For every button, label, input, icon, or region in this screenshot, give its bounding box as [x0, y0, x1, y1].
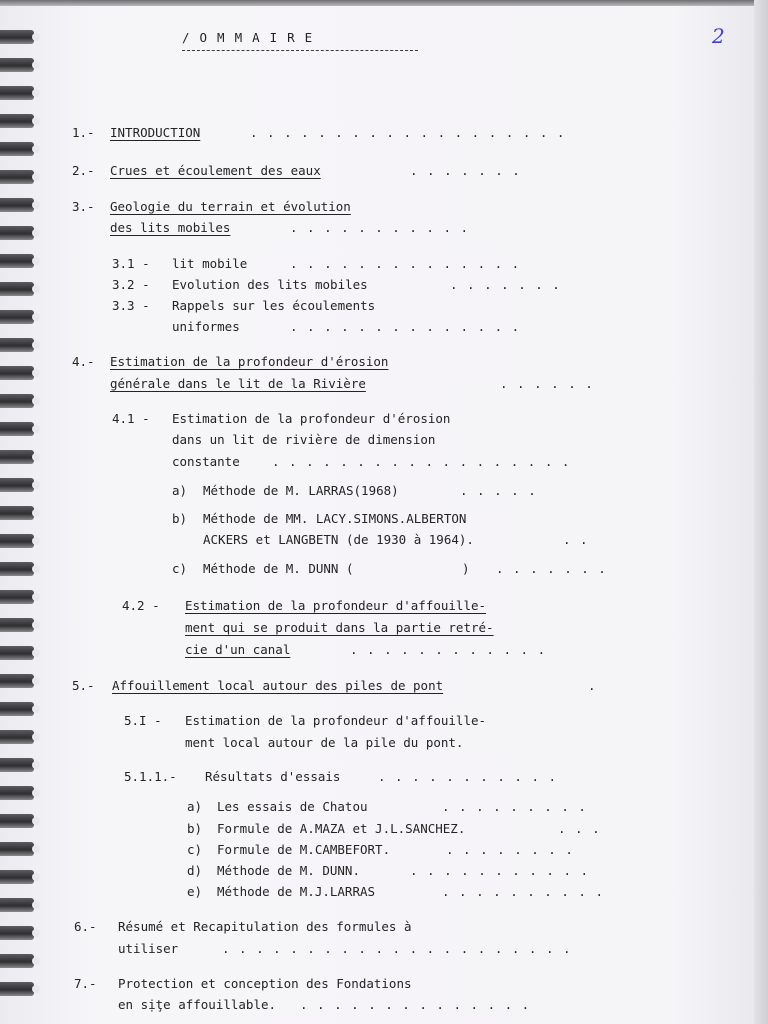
toc-leader-dots: . . . . . . . . . . . . . . . . . . [272, 454, 571, 469]
toc-entry-number: 3.- [72, 199, 95, 214]
spiral-binding [0, 0, 40, 1024]
toc-leader-dots: . . . . . [460, 483, 537, 498]
toc-entry-title-cont: générale dans le lit de la Rivière [110, 376, 366, 391]
toc-entry-title: Formule de M.CAMBEFORT. [217, 842, 391, 857]
toc-leader-dots: . [588, 678, 597, 693]
toc-entry-title: Résumé et Recapitulation des formules à [118, 919, 412, 934]
toc-leader-dots: . . . . . . . . . . . [378, 769, 558, 784]
handwritten-page-number: 2 [712, 24, 725, 48]
toc-entry-title-cont: en sịţe affouillable. [118, 997, 277, 1012]
toc-entry-number: 3.2 - [112, 277, 150, 292]
toc-leader-dots: . . . . . . [500, 376, 594, 391]
toc-entry-title: Rappels sur les écoulements [172, 298, 376, 313]
toc-entry-number: c) [187, 842, 203, 857]
toc-leader-dots: . . . . . . . . . . . . . . [290, 319, 521, 334]
binding-coil [0, 898, 34, 912]
binding-coil [0, 954, 34, 968]
toc-entry-title: Estimation de la profondeur d'érosion [172, 411, 451, 426]
binding-coil [0, 422, 34, 436]
toc-entry-number: e) [187, 884, 203, 899]
binding-coil [0, 870, 34, 884]
toc-entry-number: 4.1 - [112, 411, 150, 426]
toc-entry-title: Geologie du terrain et évolution [110, 199, 351, 214]
toc-entry-number: 3.1 - [112, 256, 150, 271]
toc-leader-dots: . . . [558, 821, 601, 836]
toc-entry-title: Estimation de la profondeur d'affouille- [185, 713, 487, 728]
toc-entry-number: b) [172, 511, 188, 526]
toc-entry-title-cont: dans un lit de rivière de dimension [172, 432, 436, 447]
binding-coil [0, 646, 34, 660]
binding-coil [0, 982, 34, 996]
binding-coil [0, 338, 34, 352]
toc-entry-number: 5.I - [124, 713, 162, 728]
binding-coil [0, 478, 34, 492]
toc-entry-number: 5.- [72, 678, 95, 693]
toc-entry-title: Protection et conception des Fondations [118, 976, 412, 991]
toc-leader-dots: . . . . . . . . . . . . . . [290, 256, 521, 271]
toc-entry-number: a) [187, 799, 203, 814]
binding-coil [0, 590, 34, 604]
toc-entry-number: 4.2 - [122, 598, 160, 613]
toc-entry-title: Méthode de MM. LACY.SIMONS.ALBERTON [203, 511, 467, 526]
binding-coil [0, 198, 34, 212]
binding-coil [0, 142, 34, 156]
binding-coil [0, 310, 34, 324]
toc-leader-dots: . . . . . . . . [446, 842, 574, 857]
toc-entry-title: Les essais de Chatou [217, 799, 368, 814]
toc-entry-title-cont: des lits mobiles [110, 220, 231, 235]
toc-entry-number: d) [187, 863, 203, 878]
binding-coil [0, 674, 34, 688]
binding-coil [0, 114, 34, 128]
toc-entry-title-cont: uniformes [172, 319, 240, 334]
toc-entry-title-cont: ment qui se produit dans la partie retré- [185, 620, 494, 635]
binding-coil [0, 730, 34, 744]
toc-entry-title-cont: ACKERS et LANGBETN (de 1930 à 1964). [203, 532, 474, 547]
binding-coil [0, 30, 34, 44]
toc-entry-number: 6.- [74, 919, 97, 934]
binding-coil [0, 282, 34, 296]
title-underline [182, 50, 418, 51]
binding-coil [0, 758, 34, 772]
toc-leader-dots: . . . . . . . . . . . . . . . . . . . . . [222, 941, 572, 956]
toc-entry-title: Méthode de M. DUNN. [217, 863, 360, 878]
toc-leader-dots: . . . . . . . . . . . [290, 220, 470, 235]
binding-coil [0, 814, 34, 828]
toc-entry-title: Affouillement local autour des piles de pont [112, 678, 444, 693]
toc-entry-title: Estimation de la profondeur d'affouille- [185, 598, 487, 613]
binding-coil [0, 86, 34, 100]
toc-entry-number: 7.- [74, 976, 97, 991]
toc-entry-number: 3.3 - [112, 298, 150, 313]
toc-leader-dots: . . . . . . . [410, 163, 521, 178]
binding-coil [0, 534, 34, 548]
binding-coil [0, 786, 34, 800]
toc-entry-number: c) [172, 561, 188, 576]
toc-leader-dots: . . . . . . . . . . . . [350, 642, 547, 657]
toc-entry-title-cont: cie d'un canal [185, 642, 291, 657]
binding-coil [0, 842, 34, 856]
toc-entry-title-cont: ) [462, 561, 470, 576]
binding-coil [0, 254, 34, 268]
toc-entry-number: 4.- [72, 354, 95, 369]
scan-right-edge [754, 0, 768, 1024]
scan-top-edge [0, 0, 768, 6]
toc-entry-title-cont: constante [172, 454, 240, 469]
toc-entry-title-cont: ment local autour de la pile du pont. [185, 735, 464, 750]
toc-entry-title: Crues et écoulement des eaux [110, 163, 321, 178]
binding-coil [0, 58, 34, 72]
toc-entry-title: lit mobile [172, 256, 248, 271]
toc-entry-title: Méthode de M. DUNN ( [203, 561, 354, 576]
toc-entry-number: 1.- [72, 125, 95, 140]
binding-coil [0, 366, 34, 380]
toc-entry-title: INTRODUCTION [110, 125, 201, 140]
toc-leader-dots: . . . . . . . [450, 277, 561, 292]
toc-entry-title: Méthode de M.J.LARRAS [217, 884, 376, 899]
toc-entry-title: Formule de A.MAZA et J.L.SANCHEZ. [217, 821, 466, 836]
toc-entry-title-cont: utiliser [118, 941, 179, 956]
toc-leader-dots: . . . . . . . . . . [442, 884, 604, 899]
page-title: /OMMAIRE [182, 30, 323, 45]
toc-entry-title: Méthode de M. LARRAS(1968) [203, 483, 399, 498]
toc-leader-dots: . . [563, 532, 589, 547]
toc-leader-dots: . . . . . . . . . . . . . . [300, 997, 531, 1012]
toc-entry-number: 2.- [72, 163, 95, 178]
binding-coil [0, 702, 34, 716]
binding-coil [0, 226, 34, 240]
toc-entry-number: a) [172, 483, 188, 498]
toc-leader-dots: . . . . . . . . . . . [410, 863, 590, 878]
toc-entry-number: b) [187, 821, 203, 836]
binding-coil [0, 506, 34, 520]
toc-leader-dots: . . . . . . . [496, 561, 607, 576]
toc-entry-title: Estimation de la profondeur d'érosion [110, 354, 389, 369]
toc-entry-title: Résultats d'essais [205, 769, 341, 784]
binding-coil [0, 450, 34, 464]
toc-entry-title: Evolution des lits mobiles [172, 277, 368, 292]
binding-coil [0, 926, 34, 940]
toc-leader-dots: . . . . . . . . . . . . . . . . . . . [250, 125, 566, 140]
binding-coil [0, 618, 34, 632]
binding-coil [0, 170, 34, 184]
toc-entry-number: 5.1.1.- [124, 769, 177, 784]
binding-coil [0, 394, 34, 408]
binding-coil [0, 562, 34, 576]
toc-leader-dots: . . . . . . . . . [442, 799, 587, 814]
